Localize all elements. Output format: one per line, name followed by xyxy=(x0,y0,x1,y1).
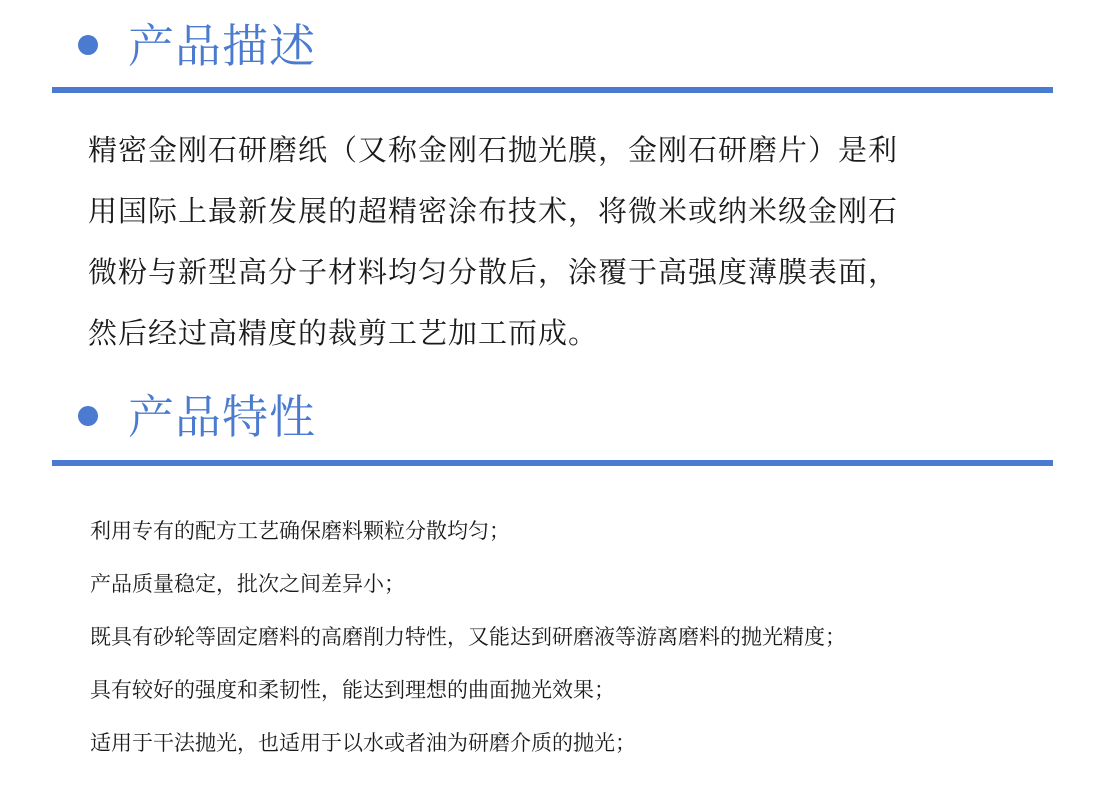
feature-item: 具有较好的强度和柔韧性，能达到理想的曲面抛光效果； xyxy=(90,678,615,702)
feature-item: 适用于干法抛光，也适用于以水或者油为研磨介质的抛光； xyxy=(90,731,636,755)
description-line: 然后经过高精度的裁剪工艺加工而成。 xyxy=(88,316,599,350)
section-title-description: 产品描述 xyxy=(128,19,316,73)
circle-bullet-icon xyxy=(78,406,98,426)
circle-bullet-icon xyxy=(78,35,98,55)
description-line: 用国际上最新发展的超精密涂布技术，将微米或纳米级金刚石 xyxy=(88,194,899,228)
description-line: 微粉与新型高分子材料均匀分散后，涂覆于高强度薄膜表面， xyxy=(88,255,899,289)
feature-item: 既具有砂轮等固定磨料的高磨削力特性，又能达到研磨液等游离磨料的抛光精度； xyxy=(90,625,846,649)
section-header-description xyxy=(0,0,1104,100)
feature-item: 利用专有的配方工艺确保磨料颗粒分散均匀； xyxy=(90,519,510,543)
section-header-features xyxy=(0,380,1104,470)
description-line: 精密金刚石研磨纸（又称金刚石抛光膜，金刚石研磨片）是利 xyxy=(88,133,899,167)
section-divider xyxy=(52,460,1053,466)
section-divider xyxy=(52,87,1053,93)
description-paragraph xyxy=(88,120,1048,364)
feature-list xyxy=(90,505,1070,770)
feature-item: 产品质量稳定，批次之间差异小； xyxy=(90,572,405,596)
section-title-features: 产品特性 xyxy=(128,390,316,444)
